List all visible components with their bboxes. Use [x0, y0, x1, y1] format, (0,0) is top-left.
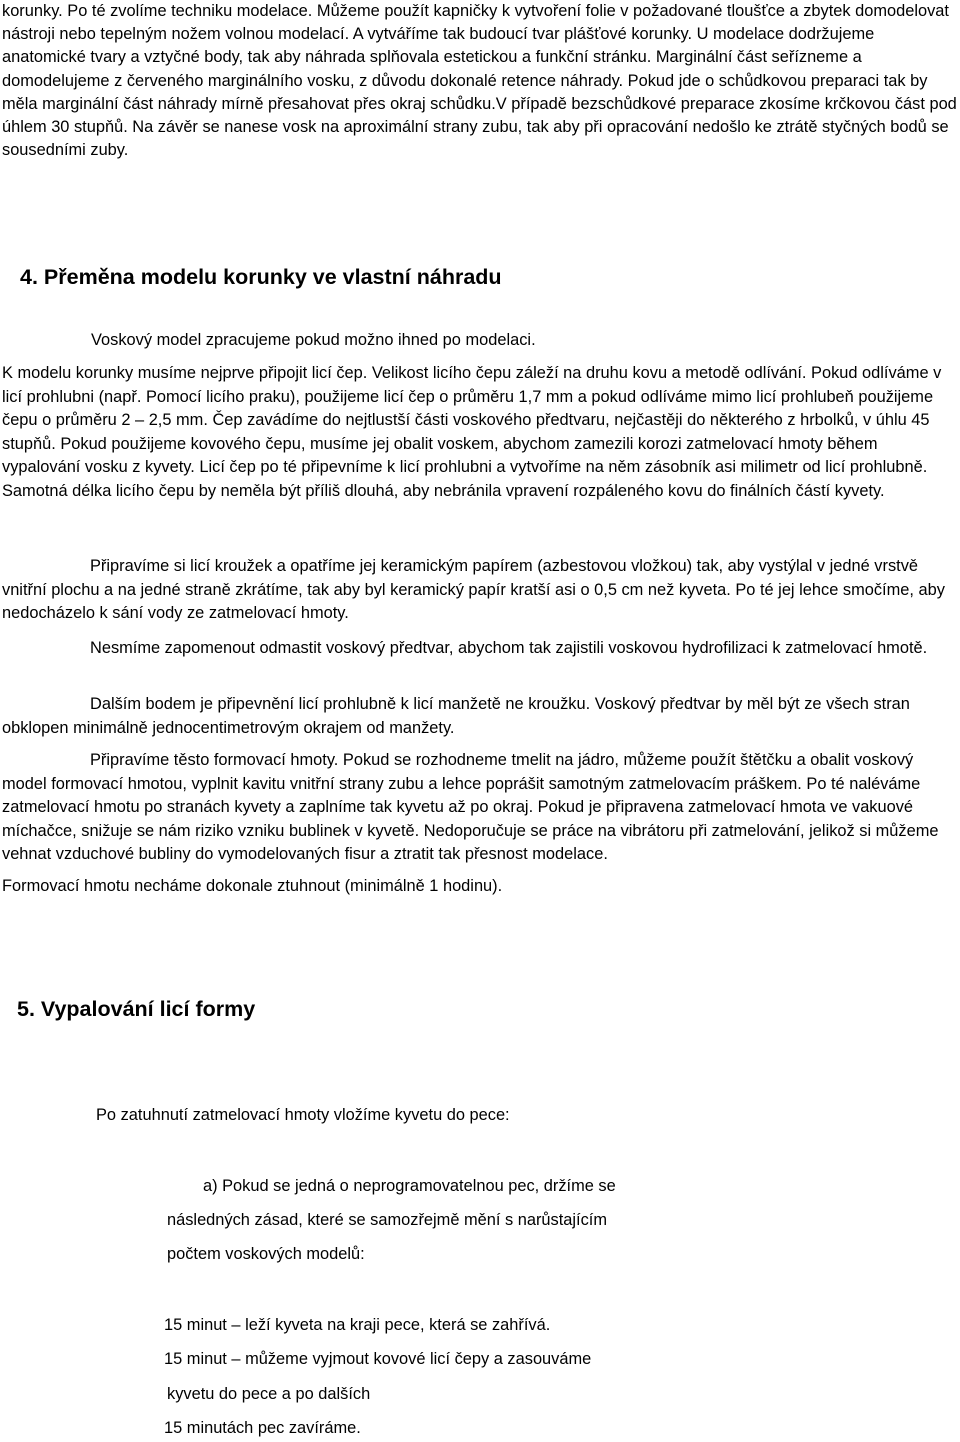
section-4-paragraph-6: Formovací hmotu necháme dokonale ztuhnout (minimálně 1 hodinu). [2, 877, 503, 895]
section-4-paragraph-3: Nesmíme zapomenout odmastit voskový předtvar, abychom tak zajistili voskovou hydrofilizaci k zatmelovací hmotě. [90, 639, 928, 657]
section-4-paragraph-4: Dalším bodem je připevnění licí prohlubně k licí manžetě ne kroužku. Voskový předtvar by měl být ze všech stran obklopen minimálně jednocentimetrovým okrajem od manžety. [2, 695, 910, 737]
item-a-line-3: počtem voskových modelů: [167, 1245, 365, 1263]
step-line-4: 15 minutách pec zavíráme. [164, 1419, 361, 1437]
section-4-paragraph-1: K modelu korunky musíme nejprve připojit licí čep. Velikost licího čepu záleží na druhu kovu a metodě odlívání. Pokud odlíváme v licí prohlubni (např. Pomocí licího praku), použijeme licí čep o průměru 1,7 mm a pokud odlíváme mimo licí prohlubeň použijeme čepu o průměru 2 – 2,5 mm. Čep zavádíme do nejtlustší části voskového předtvaru, nejčastěji do některého z hrbolků, v úhlu 45 stupňů. Pokud použijeme kovového čepu, musíme jej obalit voskem, abychom zamezili korozi zatmelovací hmoty během vypalování vosku z kyvety. Licí čep po té připevníme k licí prohlubni a vytvoříme na něm zásobník asi milimetr od licí prohlubně. Samotná délka licího čepu by neměla být příliš dlouhá, aby nebránila vpravení rozpáleného kovu do finálních částí kyvety. [2, 364, 942, 500]
section-4-heading [20, 264, 502, 290]
section-5-number: 5. [17, 997, 35, 1021]
step-line-3: kyvetu do pece a po dalších [167, 1385, 371, 1403]
section-4-lead: Voskový model zpracujeme pokud možno ihned po modelaci. [91, 331, 536, 349]
section-4-number: 4. [20, 265, 38, 289]
section-4-title: Přeměna modelu korunky ve vlastní náhradu [43, 265, 502, 289]
section-5-heading [17, 996, 255, 1022]
intro-paragraph: korunky. Po té zvolíme techniku modelace. Můžeme použít kapničky k vytvoření folie v požadované tloušťce a zbytek domodelovat nástroji nebo tepelným nožem volnou modelací. A vytváříme tak budoucí tvar plášťové korunky. U modelace dodržujeme anatomické tvary a vztyčné body, tak aby náhrada splňovala estetickou a funkční stránku. Marginální část seřízneme a domodelujeme z červeného marginálního vosku, z důvodu dokonalé retence náhrady. Pokud jde o schůdkovou preparaci tak by měla marginální část náhrady mírně přesahovat přes okraj schůdku.V případě bezschůdkové preparace zkosíme krčkovou část pod úhlem 30 stupňů. Na závěr se nanese vosk na aproximální strany zubu, tak aby při opracování nedošlo ke ztrátě styčných bodů se sousedními zuby. [2, 2, 957, 160]
section-5-lead: Po zatuhnutí zatmelovací hmoty vložíme kyvetu do pece: [96, 1106, 510, 1124]
section-5-title: Vypalování licí formy [40, 997, 256, 1021]
section-4-paragraph-2: Připravíme si licí kroužek a opatříme jej keramickým papírem (azbestovou vložkou) tak, aby vystýlal v jedné vrstvě vnitřní plochu a na jedné straně zkrátíme, tak aby byl keramický papír kratší asi o 0,5 cm než kyveta. Po té jej lehce smočíme, aby nedocházelo k sání vody ze zatmelovací hmoty. [2, 557, 945, 622]
step-line-1: 15 minut – leží kyveta na kraji pece, která se zahřívá. [164, 1316, 551, 1334]
item-a-line-1: a) Pokud se jedná o neprogramovatelnou pec, držíme se [203, 1177, 616, 1195]
item-a-line-2: následných zásad, které se samozřejmě mění s narůstajícím [167, 1211, 608, 1229]
section-4-paragraph-5: Připravíme těsto formovací hmoty. Pokud se rozhodneme tmelit na jádro, můžeme použít štětčku a obalit voskový model formovací hmotou, vyplnit kavitu vnitřní strany zubu a lehce poprášit samotným zatmelovacím práškem. Po té naléváme zatmelovací hmotu po stranách kyvety a zaplníme tak kyvetu až po okraj. Pokud je připravena zatmelovací hmota ve vakuové míchačce, snižuje se nám riziko vzniku bublinek v kyvetě. Nedoporučuje se práce na vibrátoru při zatmelování, jelikož si můžeme vehnat vzduchové bubliny do vymodelovaných fisur a ztratit tak přesnost modelace. [2, 751, 939, 863]
step-line-2: 15 minut – můžeme vyjmout kovové licí čepy a zasouváme [164, 1350, 592, 1368]
